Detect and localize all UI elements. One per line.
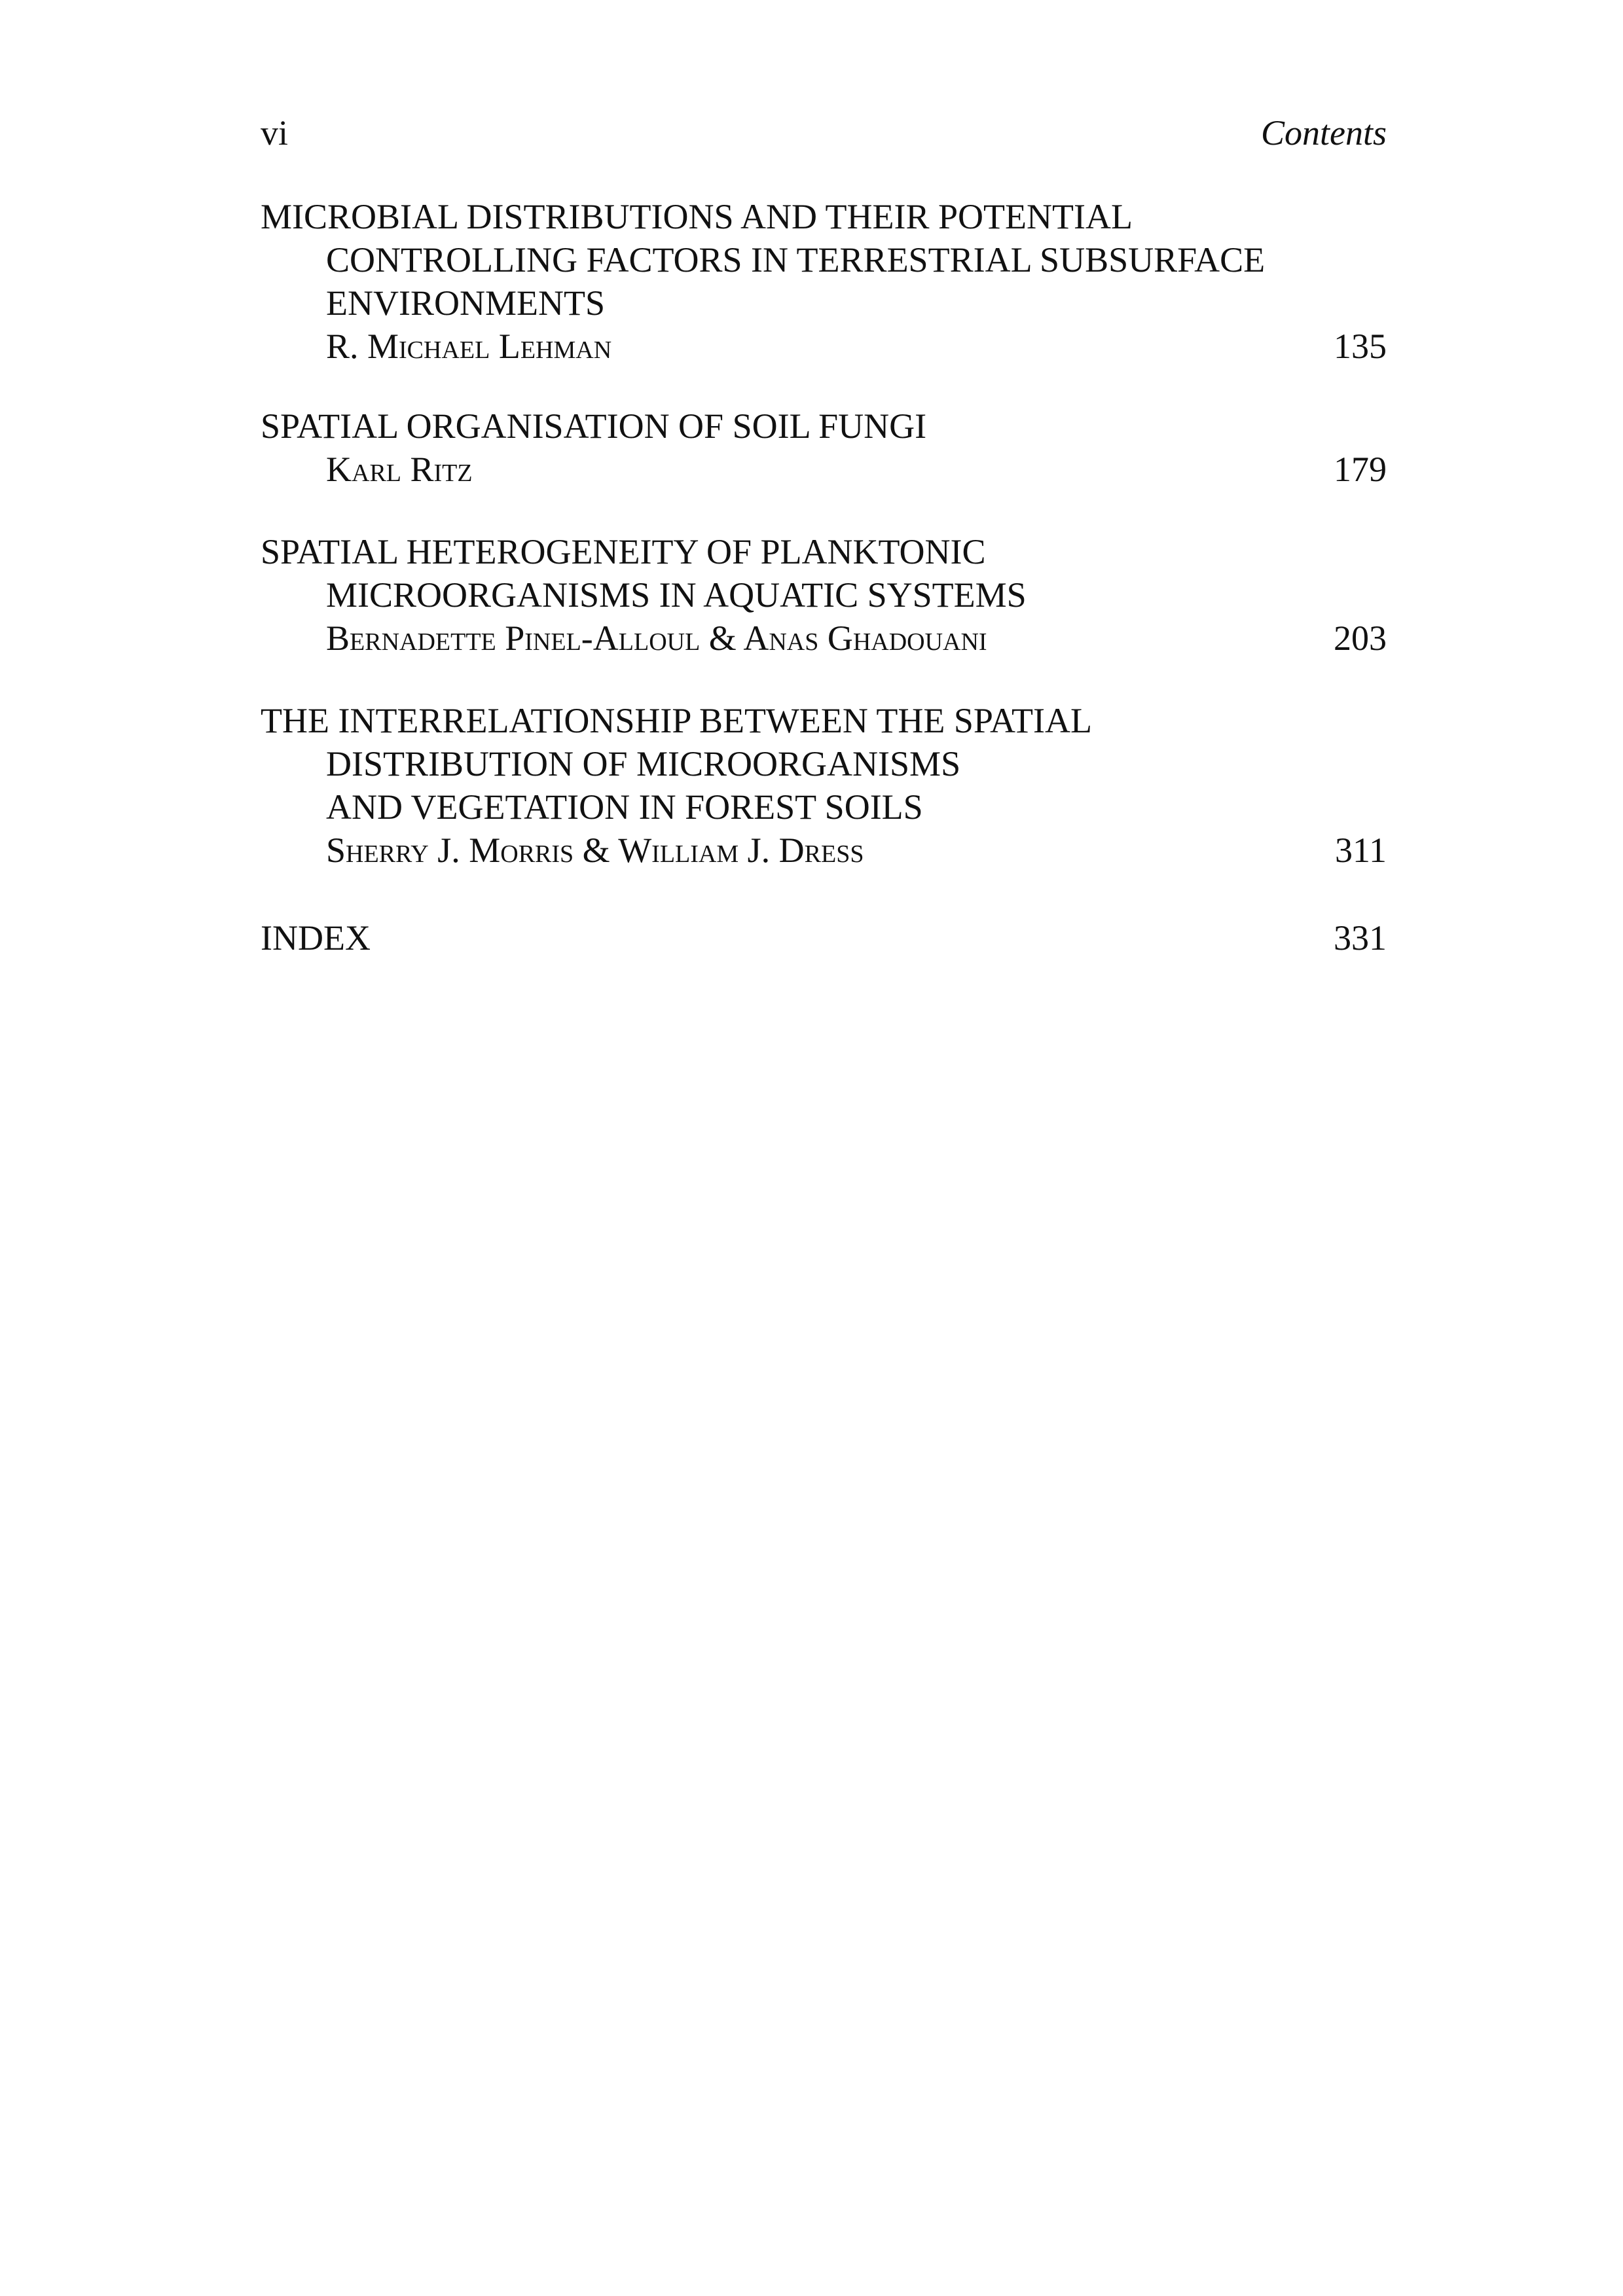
entry-page-number: 311 [1335,831,1387,870]
entry-author-line [261,617,1387,660]
toc-entry [261,195,1387,368]
entry-title-line: AND VEGETATION IN FOREST SOILS [326,787,923,827]
entry-author: Sherry J. Morris & William J. Dress [326,831,864,870]
running-head [261,110,1387,156]
entry-title-line: MICROBIAL DISTRIBUTIONS AND THEIR POTENTIAL [261,197,1133,236]
entry-title-line: THE INTERRELATIONSHIP BETWEEN THE SPATIAL [261,701,1092,740]
entry-title-line: SPATIAL HETEROGENEITY OF PLANKTONIC [261,532,986,571]
entry-page-number: 179 [1334,450,1387,489]
entry-author-line [261,325,1387,368]
entry-page-number: 135 [1334,327,1387,366]
toc-entry [261,404,1387,491]
entry-author: Karl Ritz [326,450,473,489]
index-label: INDEX [261,918,371,958]
entry-title-line: ENVIRONMENTS [326,283,605,323]
entry-page-number: 203 [1334,619,1387,658]
toc-entry [261,699,1387,872]
page-number: vi [261,113,289,152]
entry-author-line [261,448,1387,491]
running-title: Contents [1260,113,1387,152]
entry-title-line: DISTRIBUTION OF MICROORGANISMS [326,744,961,783]
entry-author: R. Michael Lehman [326,327,612,366]
entry-author: Bernadette Pinel-Alloul & Anas Ghadouani [326,619,987,658]
toc-index-entry [261,916,1387,960]
entry-title-line: SPATIAL ORGANISATION OF SOIL FUNGI [261,406,927,446]
table-of-contents [261,195,1387,960]
entry-title-line: MICROORGANISMS IN AQUATIC SYSTEMS [326,575,1027,615]
index-page-number: 331 [1334,918,1387,958]
entry-title-line: CONTROLLING FACTORS IN TERRESTRIAL SUBSURFACE [326,240,1266,279]
entry-author-line [261,829,1387,872]
toc-entry [261,530,1387,660]
